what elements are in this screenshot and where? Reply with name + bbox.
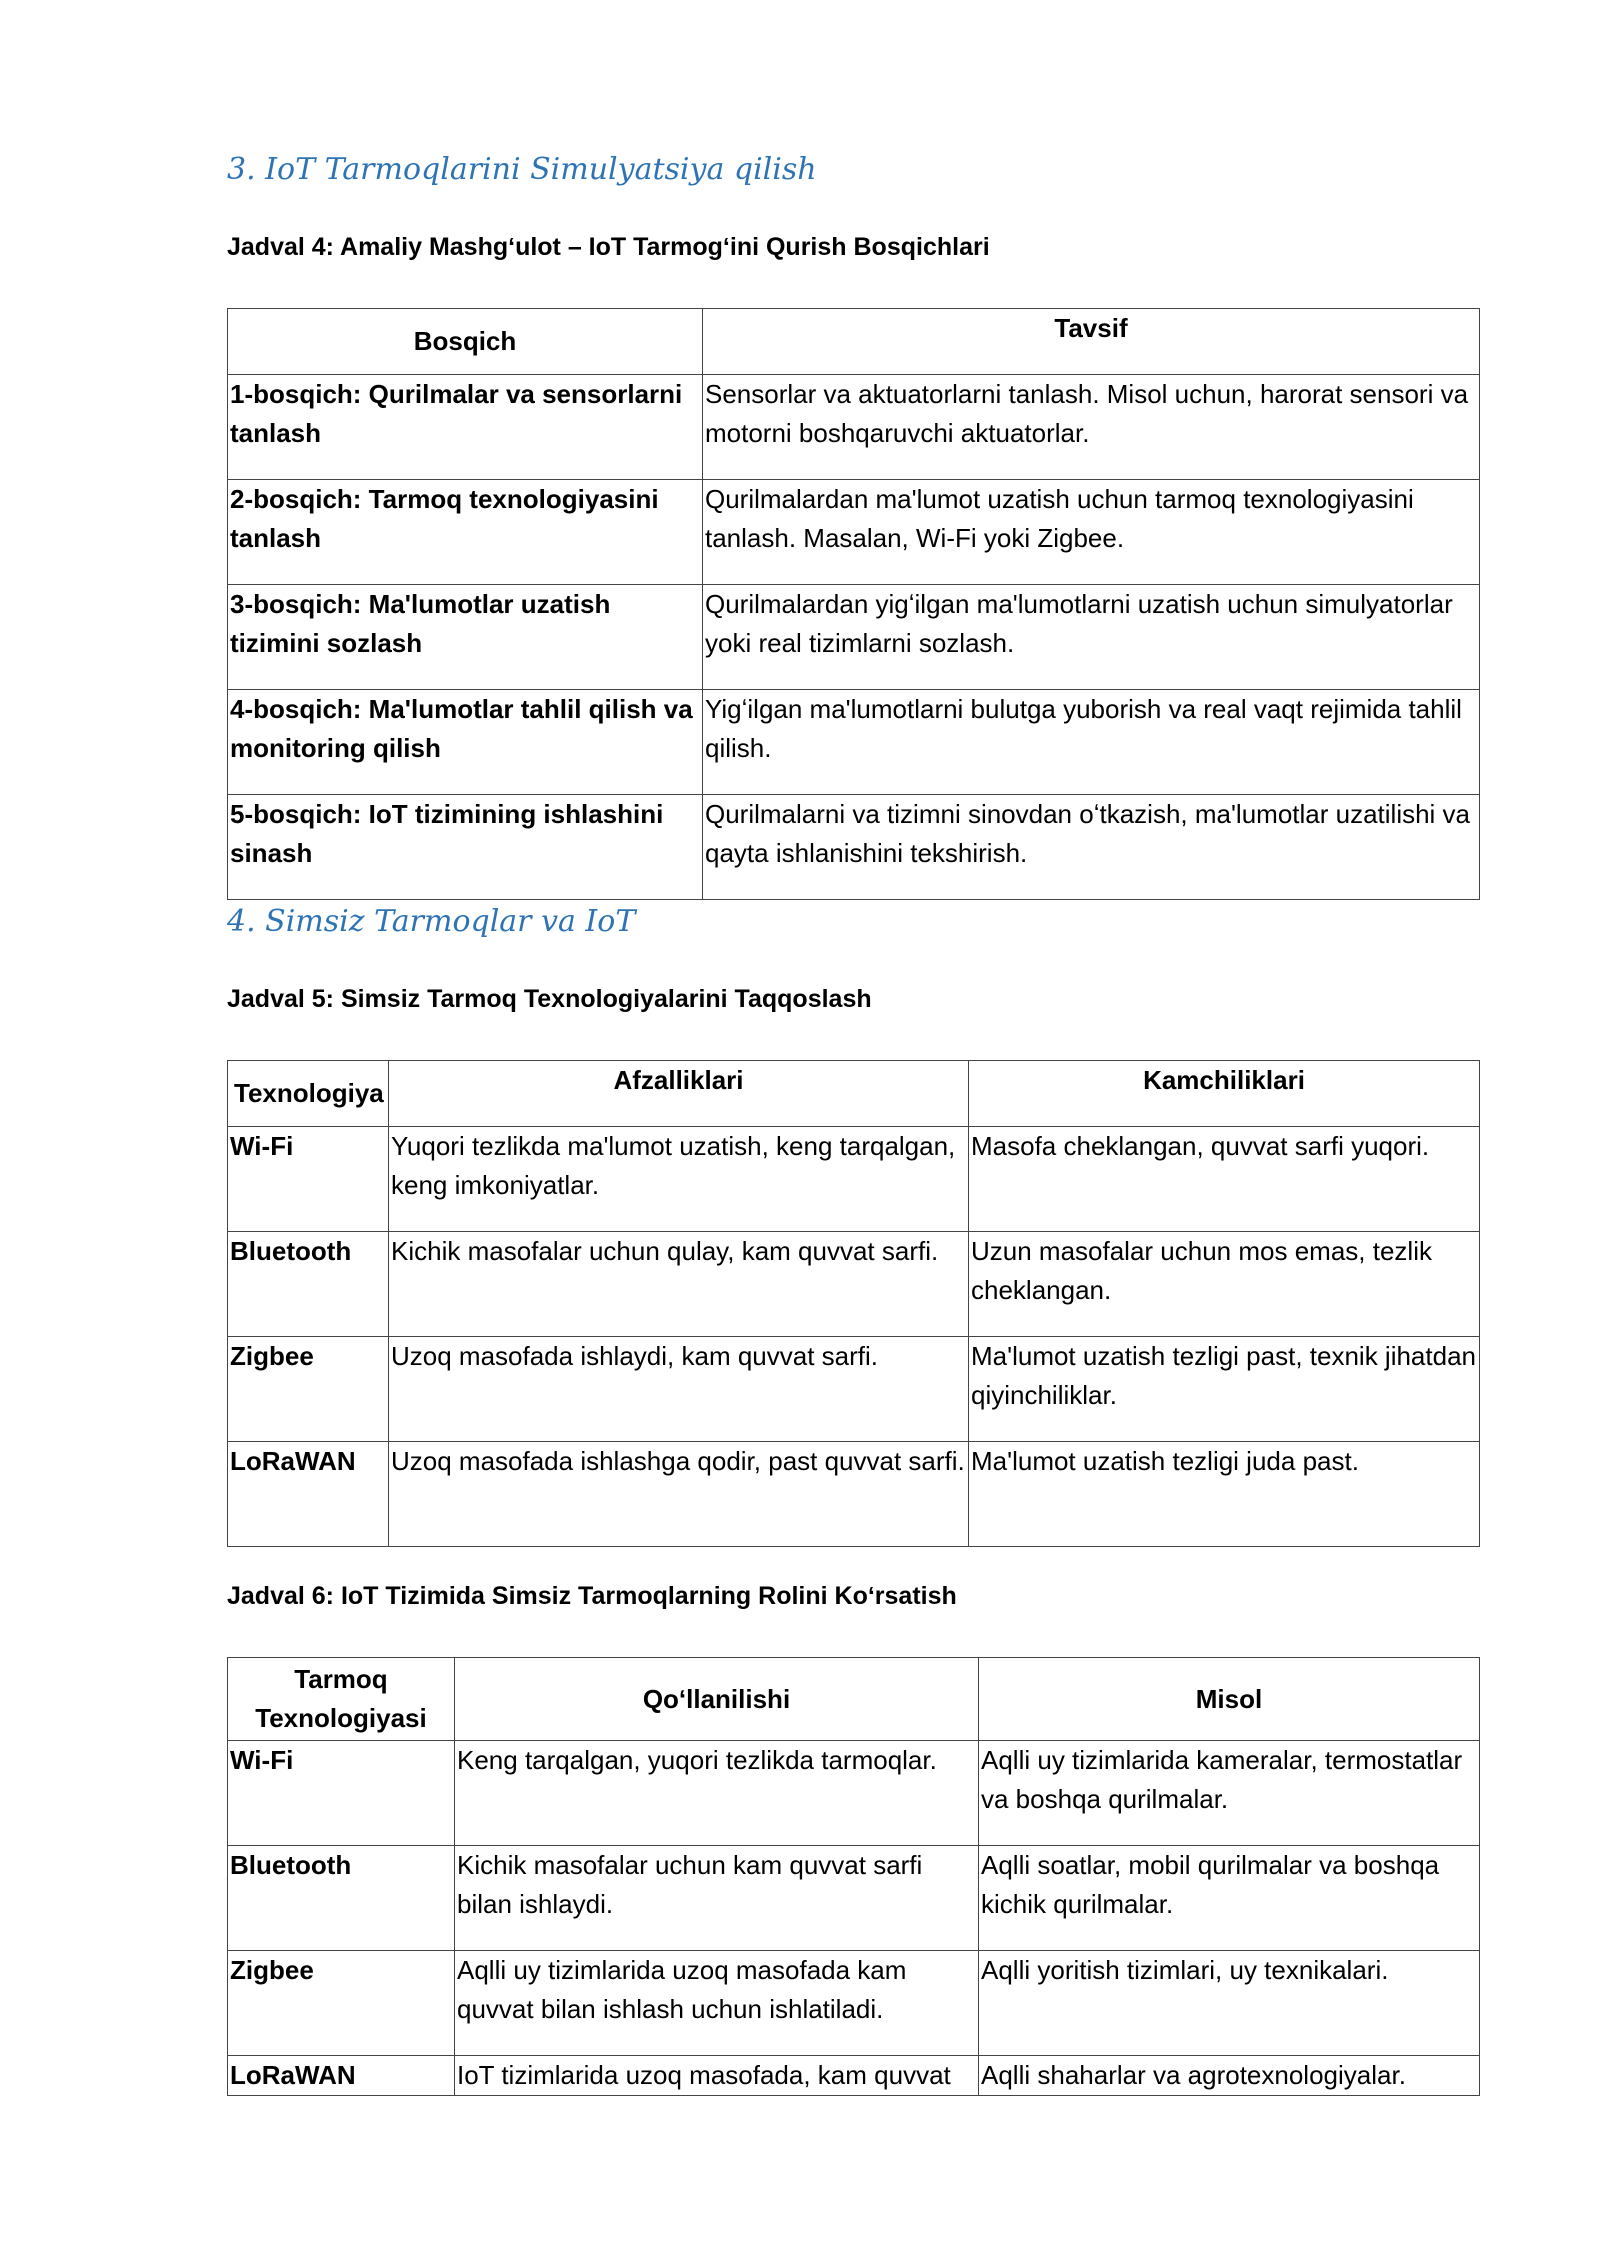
- table-cell: Bluetooth: [228, 1846, 455, 1951]
- table-cell: 5-bosqich: IoT tizimining ishlashini sinash: [228, 795, 703, 900]
- table-5: [227, 1060, 1480, 1547]
- table-cell: Aqlli soatlar, mobil qurilmalar va boshqa kichik qurilmalar.: [979, 1846, 1480, 1951]
- table-row: [228, 1442, 1480, 1547]
- table-cell: Kichik masofalar uchun qulay, kam quvvat sarfi.: [389, 1232, 969, 1337]
- table-cell: Qurilmalardan yigʻilgan ma'lumotlarni uzatish uchun simulyatorlar yoki real tizimlarni sozlash.: [703, 585, 1480, 690]
- table-cell: Wi-Fi: [228, 1741, 455, 1846]
- table-cell: Zigbee: [228, 1337, 389, 1442]
- table-row: [228, 690, 1480, 795]
- table-cell: Aqlli uy tizimlarida kameralar, termostatlar va boshqa qurilmalar.: [979, 1741, 1480, 1846]
- column-header: Misol: [979, 1658, 1480, 1741]
- table-row: [228, 2056, 1480, 2096]
- table-5-caption: Jadval 5: Simsiz Tarmoq Texnologiyalarini Taqqoslash: [227, 985, 872, 1013]
- section-4-heading: 4. Simsiz Tarmoqlar va IoT: [227, 904, 636, 939]
- table-cell: Keng tarqalgan, yuqori tezlikda tarmoqlar.: [455, 1741, 979, 1846]
- table-cell: Yigʻilgan ma'lumotlarni bulutga yuborish va real vaqt rejimida tahlil qilish.: [703, 690, 1480, 795]
- table-cell: Aqlli uy tizimlarida uzoq masofada kam quvvat bilan ishlash uchun ishlatiladi.: [455, 1951, 979, 2056]
- table-row: [228, 375, 1480, 480]
- table-cell: IoT tizimlarida uzoq masofada, kam quvvat: [455, 2056, 979, 2096]
- table-cell: 4-bosqich: Ma'lumotlar tahlil qilish va monitoring qilish: [228, 690, 703, 795]
- table-cell: Uzun masofalar uchun mos emas, tezlik cheklangan.: [969, 1232, 1480, 1337]
- table-cell: 2-bosqich: Tarmoq texnologiyasini tanlash: [228, 480, 703, 585]
- table-cell: Aqlli yoritish tizimlari, uy texnikalari.: [979, 1951, 1480, 2056]
- table-row: [228, 1846, 1480, 1951]
- table-4: [227, 308, 1480, 900]
- table-cell: Aqlli shaharlar va agrotexnologiyalar.: [979, 2056, 1480, 2096]
- table-row: [228, 1741, 1480, 1846]
- table-row: [228, 480, 1480, 585]
- table-cell: 3-bosqich: Ma'lumotlar uzatish tizimini sozlash: [228, 585, 703, 690]
- table-row: [228, 1951, 1480, 2056]
- table-header-row: [228, 309, 1480, 375]
- table-cell: 1-bosqich: Qurilmalar va sensorlarni tanlash: [228, 375, 703, 480]
- table-cell: Kichik masofalar uchun kam quvvat sarfi bilan ishlaydi.: [455, 1846, 979, 1951]
- table-row: [228, 1127, 1480, 1232]
- column-header: Tarmoq Texnologiyasi: [228, 1658, 455, 1741]
- table-cell: Zigbee: [228, 1951, 455, 2056]
- table-cell: Ma'lumot uzatish tezligi juda past.: [969, 1442, 1480, 1547]
- table-6: [227, 1657, 1480, 2096]
- column-header: Tavsif: [703, 309, 1480, 375]
- table-row: [228, 1232, 1480, 1337]
- table-row: [228, 795, 1480, 900]
- table-cell: Wi-Fi: [228, 1127, 389, 1232]
- column-header: Afzalliklari: [389, 1061, 969, 1127]
- table-cell: Bluetooth: [228, 1232, 389, 1337]
- table-row: [228, 1337, 1480, 1442]
- column-header: Bosqich: [228, 309, 703, 375]
- table-cell: Qurilmalardan ma'lumot uzatish uchun tarmoq texnologiyasini tanlash. Masalan, Wi-Fi yoki Zigbee.: [703, 480, 1480, 585]
- table-4-caption: Jadval 4: Amaliy Mashgʻulot – IoT Tarmogʻini Qurish Bosqichlari: [227, 233, 990, 261]
- table-cell: Yuqori tezlikda ma'lumot uzatish, keng tarqalgan, keng imkoniyatlar.: [389, 1127, 969, 1232]
- column-header: Kamchiliklari: [969, 1061, 1480, 1127]
- table-cell: Masofa cheklangan, quvvat sarfi yuqori.: [969, 1127, 1480, 1232]
- table-row: [228, 585, 1480, 690]
- table-header-row: [228, 1061, 1480, 1127]
- section-3-heading: 3. IoT Tarmoqlarini Simulyatsiya qilish: [227, 152, 817, 187]
- table-cell: LoRaWAN: [228, 2056, 455, 2096]
- table-cell: Ma'lumot uzatish tezligi past, texnik jihatdan qiyinchiliklar.: [969, 1337, 1480, 1442]
- column-header: Qoʻllanilishi: [455, 1658, 979, 1741]
- table-cell: Uzoq masofada ishlaydi, kam quvvat sarfi.: [389, 1337, 969, 1442]
- table-cell: Sensorlar va aktuatorlarni tanlash. Misol uchun, harorat sensori va motorni boshqaruvchi aktuatorlar.: [703, 375, 1480, 480]
- column-header: Texnologiya: [228, 1061, 389, 1127]
- table-6-caption: Jadval 6: IoT Tizimida Simsiz Tarmoqlarning Rolini Koʻrsatish: [227, 1582, 957, 1610]
- table-cell: Qurilmalarni va tizimni sinovdan oʻtkazish, ma'lumotlar uzatilishi va qayta ishlanishini tekshirish.: [703, 795, 1480, 900]
- table-cell: LoRaWAN: [228, 1442, 389, 1547]
- table-header-row: [228, 1658, 1480, 1741]
- table-cell: Uzoq masofada ishlashga qodir, past quvvat sarfi.: [389, 1442, 969, 1547]
